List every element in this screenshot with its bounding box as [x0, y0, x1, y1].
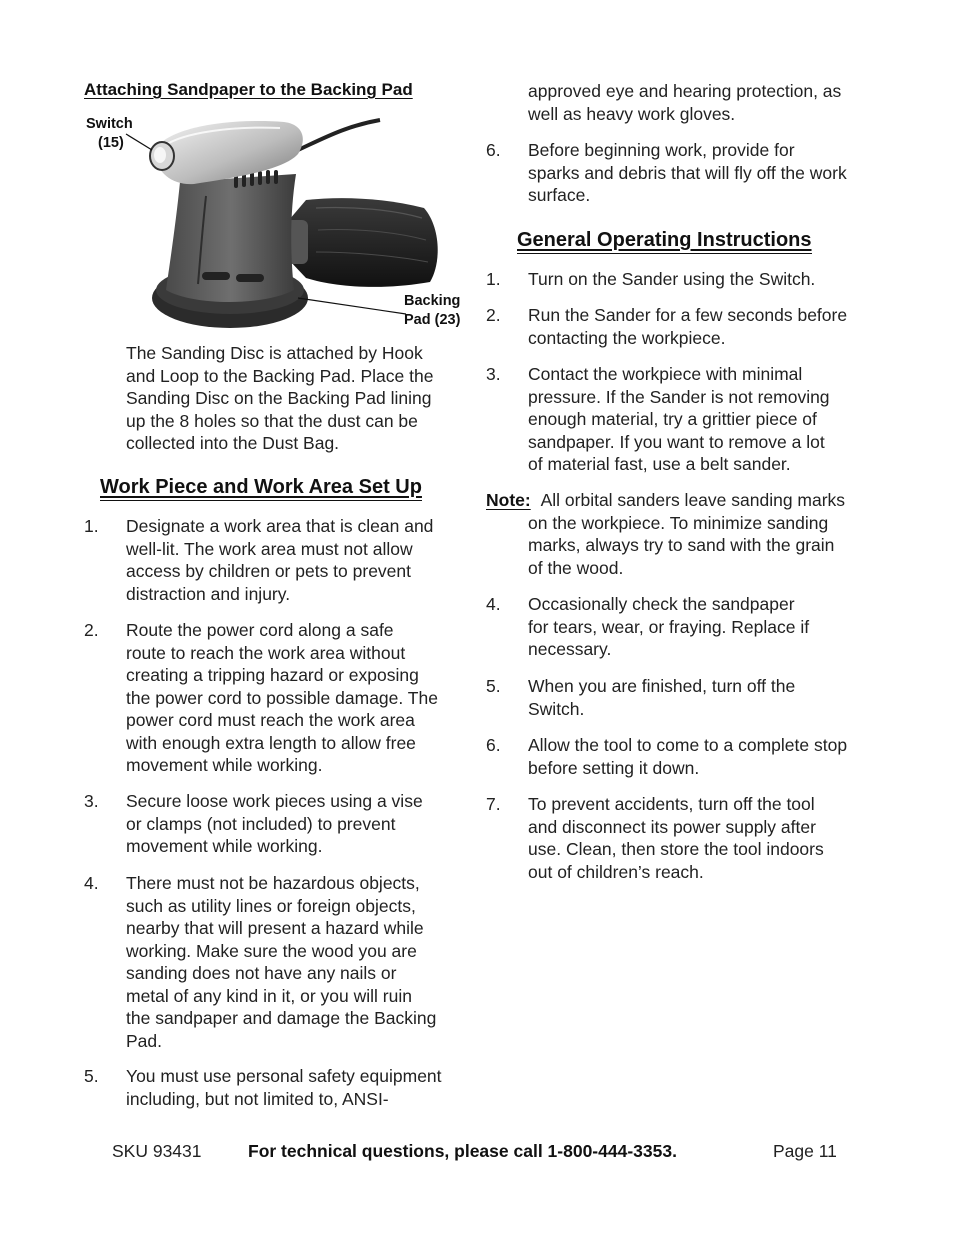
- footer-sku: SKU 93431: [112, 1141, 202, 1161]
- subheading-attaching-sandpaper: Attaching Sandpaper to the Backing Pad: [84, 80, 413, 99]
- section-title-general-operating: General Operating Instructions: [517, 229, 812, 254]
- continued-paragraph: approved eye and hearing protection, as well as heavy work gloves.: [528, 81, 842, 124]
- section-title-work-area: Work Piece and Work Area Set Up: [100, 476, 422, 501]
- intro-paragraph: The Sanding Disc is attached by Hook and Loop to the Backing Pad. Place the Sanding Disc on the Backing Pad lining up the 8 holes so that the dust can be collected into the Dust Bag.: [126, 343, 434, 453]
- backing-pad-callout-label: Backing Pad (23): [404, 293, 461, 328]
- sander-figure: [84, 112, 468, 334]
- switch-callout-label: Switch (15): [86, 116, 133, 151]
- footer-tech-support: For technical questions, please call 1-800-444-3353.: [248, 1141, 677, 1161]
- note-block: Note: All orbital sanders leave sanding marks on the workpiece. To minimize sanding marks, always try to sand with the grain of the wood.: [486, 490, 846, 578]
- footer-page-number: Page 11: [773, 1141, 837, 1161]
- note-label: Note:: [486, 490, 531, 510]
